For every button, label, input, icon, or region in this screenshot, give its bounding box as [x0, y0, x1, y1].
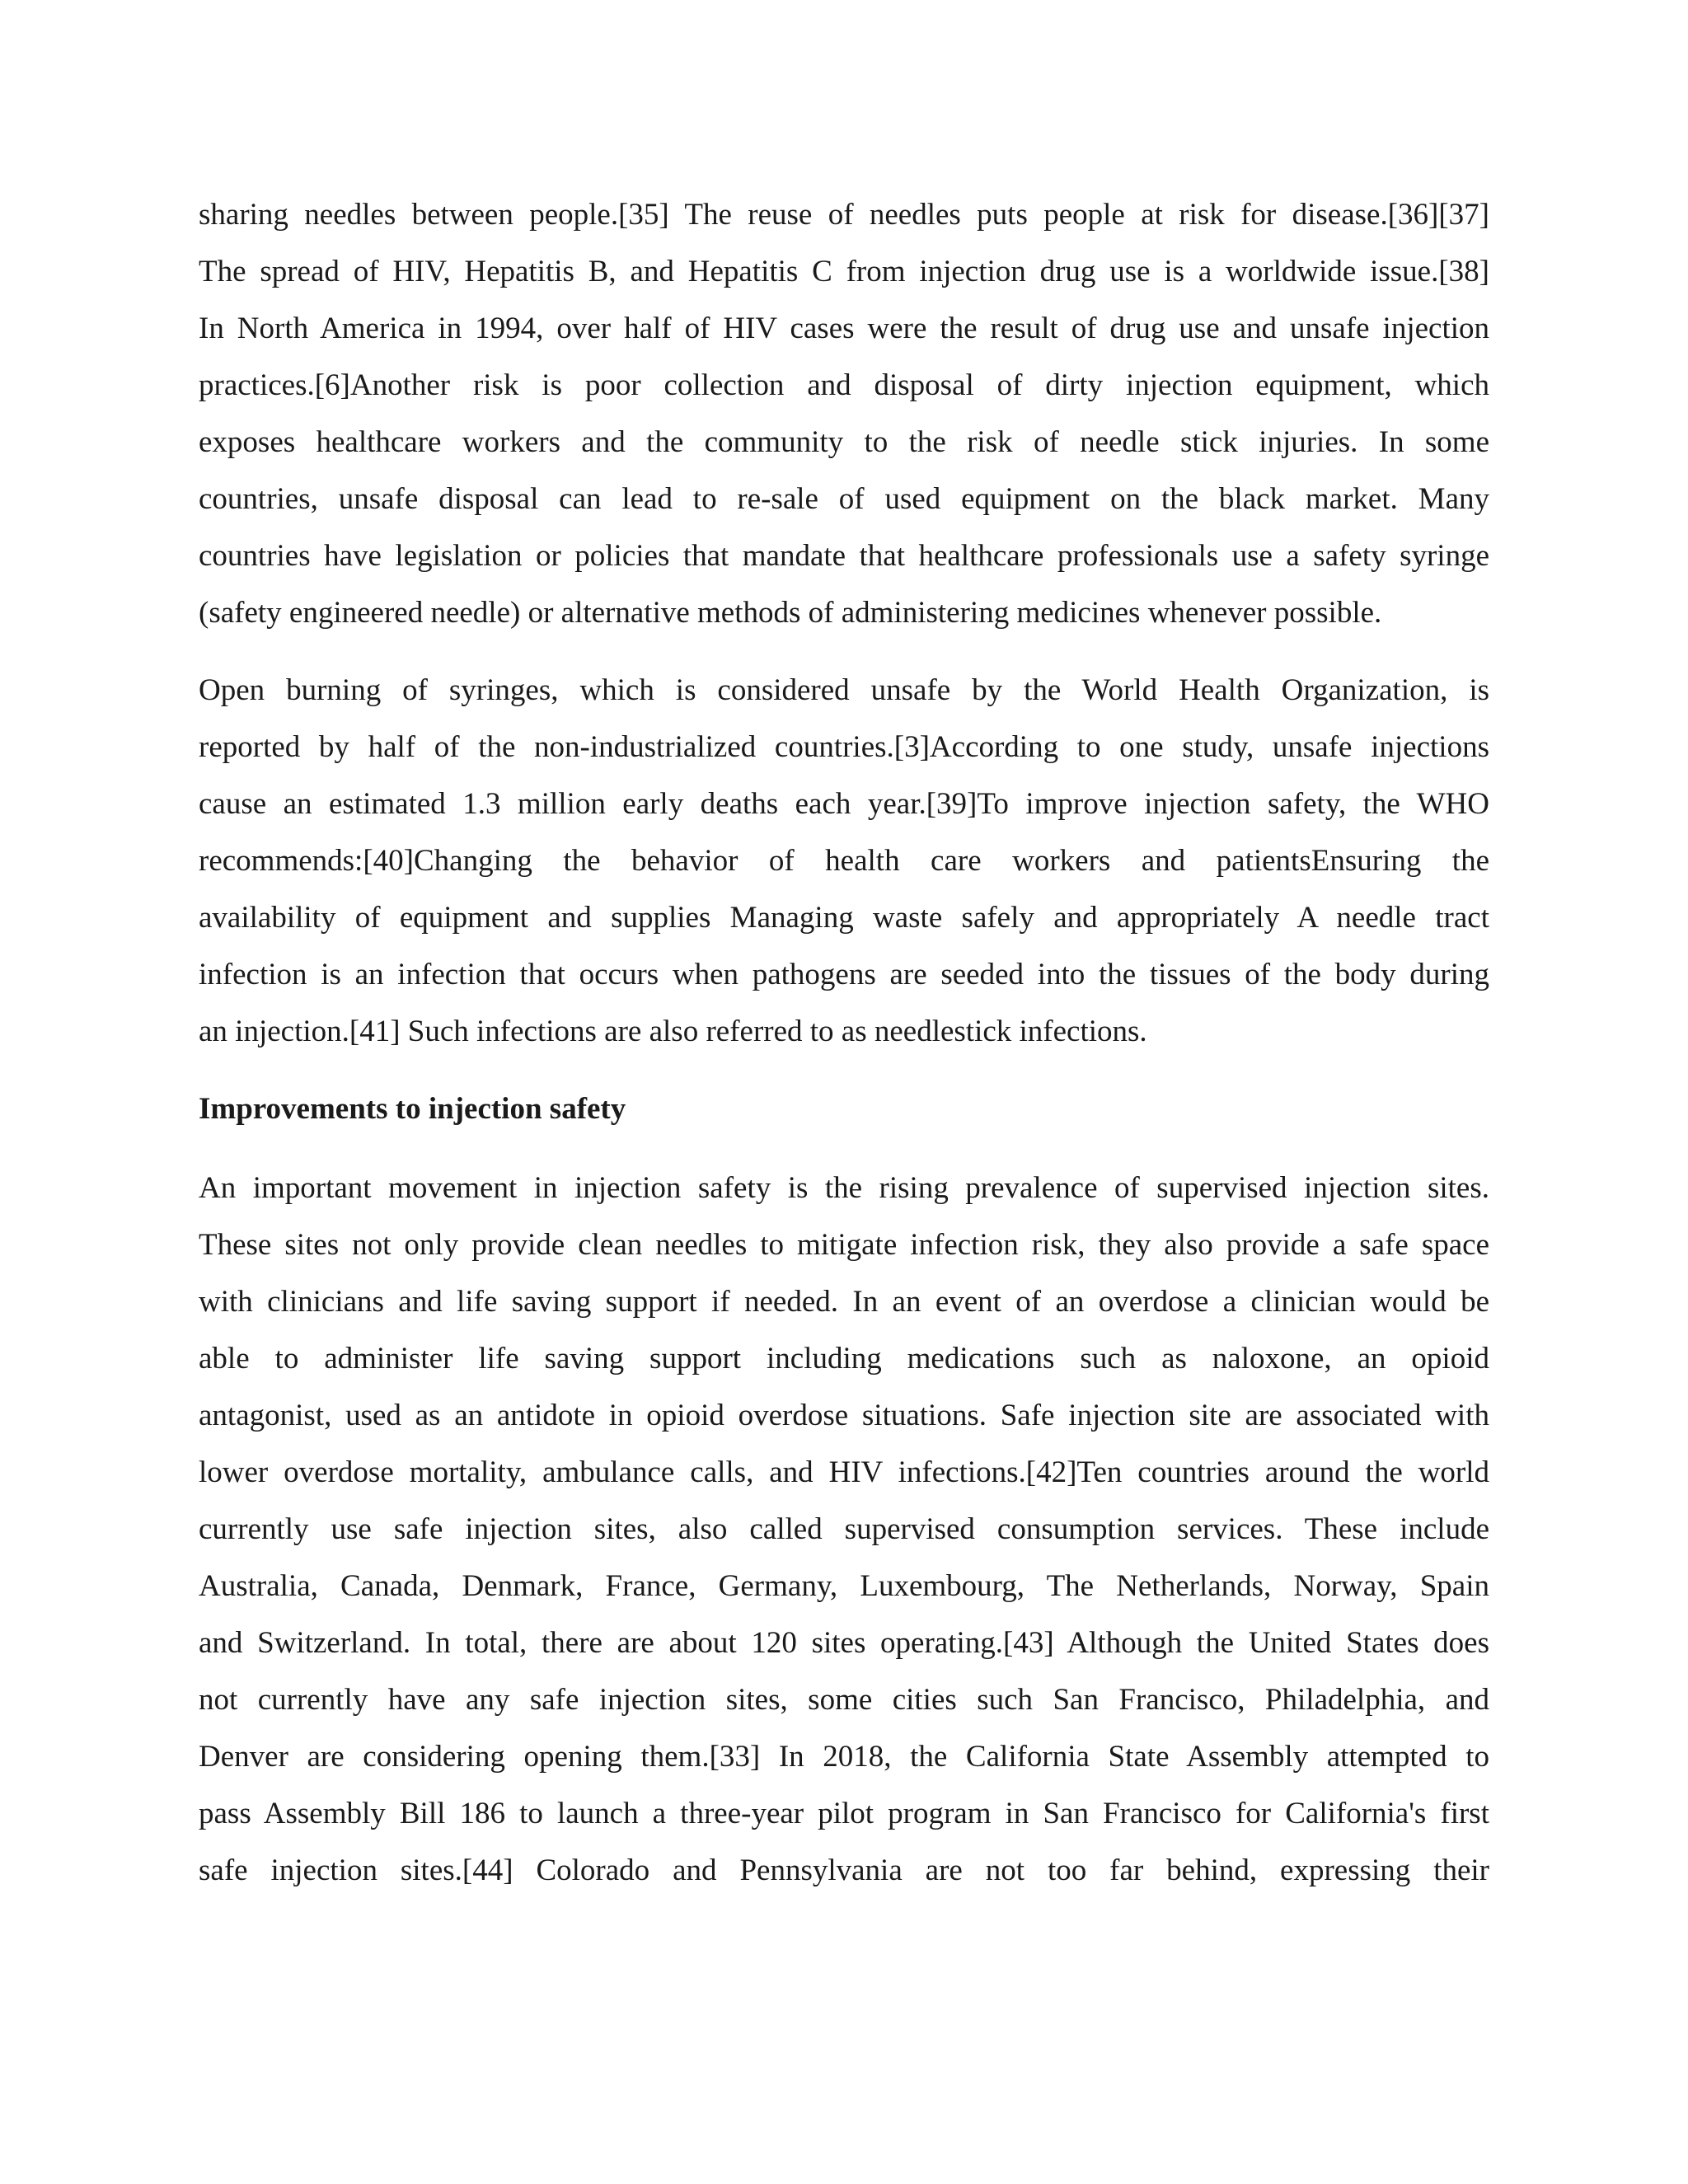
text-line: Australia, Canada, Denmark, France, Germany, Luxembourg, The Netherlands, Norway, Spain [199, 1569, 1489, 1603]
text-line: countries, unsafe disposal can lead to re-sale of used equipment on the black market. Many [199, 482, 1489, 516]
text-line: an injection.[41] Such infections are also referred to as needlestick infections. [199, 1015, 1147, 1048]
text-line: practices.[6]Another risk is poor collection and disposal of dirty injection equipment, which [199, 368, 1489, 402]
text-line: Denver are considering opening them.[33] In 2018, the California State Assembly attempted to [199, 1740, 1489, 1774]
paragraph-spacer [199, 1060, 1489, 1080]
text-line: able to administer life saving support including medications such as naloxone, an opioid [199, 1342, 1489, 1376]
paragraph-spacer [199, 641, 1489, 662]
text-line: countries have legislation or policies that mandate that healthcare professionals use a safety syringe [199, 539, 1489, 573]
text-line: reported by half of the non-industrialized countries.[3]According to one study, unsafe injections [199, 730, 1489, 764]
text-line: pass Assembly Bill 186 to launch a three-year pilot program in San Francisco for California's first [199, 1797, 1489, 1830]
text-line: cause an estimated 1.3 million early deaths each year.[39]To improve injection safety, the WHO [199, 787, 1489, 821]
text-line: exposes healthcare workers and the community to the risk of needle stick injuries. In some [199, 425, 1489, 459]
heading-spacer [199, 1137, 1489, 1160]
text-line: sharing needles between people.[35] The reuse of needles puts people at risk for disease.[36][37] [199, 198, 1489, 232]
text-line: with clinicians and life saving support if needed. In an event of an overdose a clinician would be [199, 1285, 1489, 1319]
document-body [199, 186, 1489, 1899]
text-line: lower overdose mortality, ambulance calls, and HIV infections.[42]Ten countries around the world [199, 1455, 1489, 1489]
text-line: infection is an infection that occurs when pathogens are seeded into the tissues of the body during [199, 958, 1489, 991]
text-line: In North America in 1994, over half of HIV cases were the result of drug use and unsafe injection [199, 312, 1489, 345]
section-heading: Improvements to injection safety [199, 1092, 626, 1126]
text-line: (safety engineered needle) or alternative methods of administering medicines whenever possible. [199, 596, 1382, 630]
text-line: availability of equipment and supplies Managing waste safely and appropriately A needle tract [199, 901, 1489, 935]
paragraph-needle-risks [199, 186, 1489, 641]
text-line: These sites not only provide clean needles to mitigate infection risk, they also provide a safe space [199, 1228, 1489, 1262]
text-line: and Switzerland. In total, there are about 120 sites operating.[43] Although the United States does [199, 1626, 1489, 1660]
paragraph-open-burning [199, 662, 1489, 1060]
text-line: The spread of HIV, Hepatitis B, and Hepatitis C from injection drug use is a worldwide issue.[38] [199, 255, 1489, 288]
text-line: antagonist, used as an antidote in opioid overdose situations. Safe injection site are associated with [199, 1399, 1489, 1432]
paragraph-supervised-injection-sites [199, 1160, 1489, 1899]
text-line: An important movement in injection safety is the rising prevalence of supervised injection sites. [199, 1171, 1489, 1205]
text-line: not currently have any safe injection sites, some cities such San Francisco, Philadelphia, and [199, 1683, 1489, 1717]
text-line: recommends:[40]Changing the behavior of health care workers and patientsEnsuring the [199, 844, 1489, 878]
text-line: currently use safe injection sites, also called supervised consumption services. These include [199, 1512, 1489, 1546]
text-line: safe injection sites.[44] Colorado and Pennsylvania are not too far behind, expressing their [199, 1854, 1489, 1887]
text-line: Open burning of syringes, which is considered unsafe by the World Health Organization, is [199, 673, 1489, 707]
